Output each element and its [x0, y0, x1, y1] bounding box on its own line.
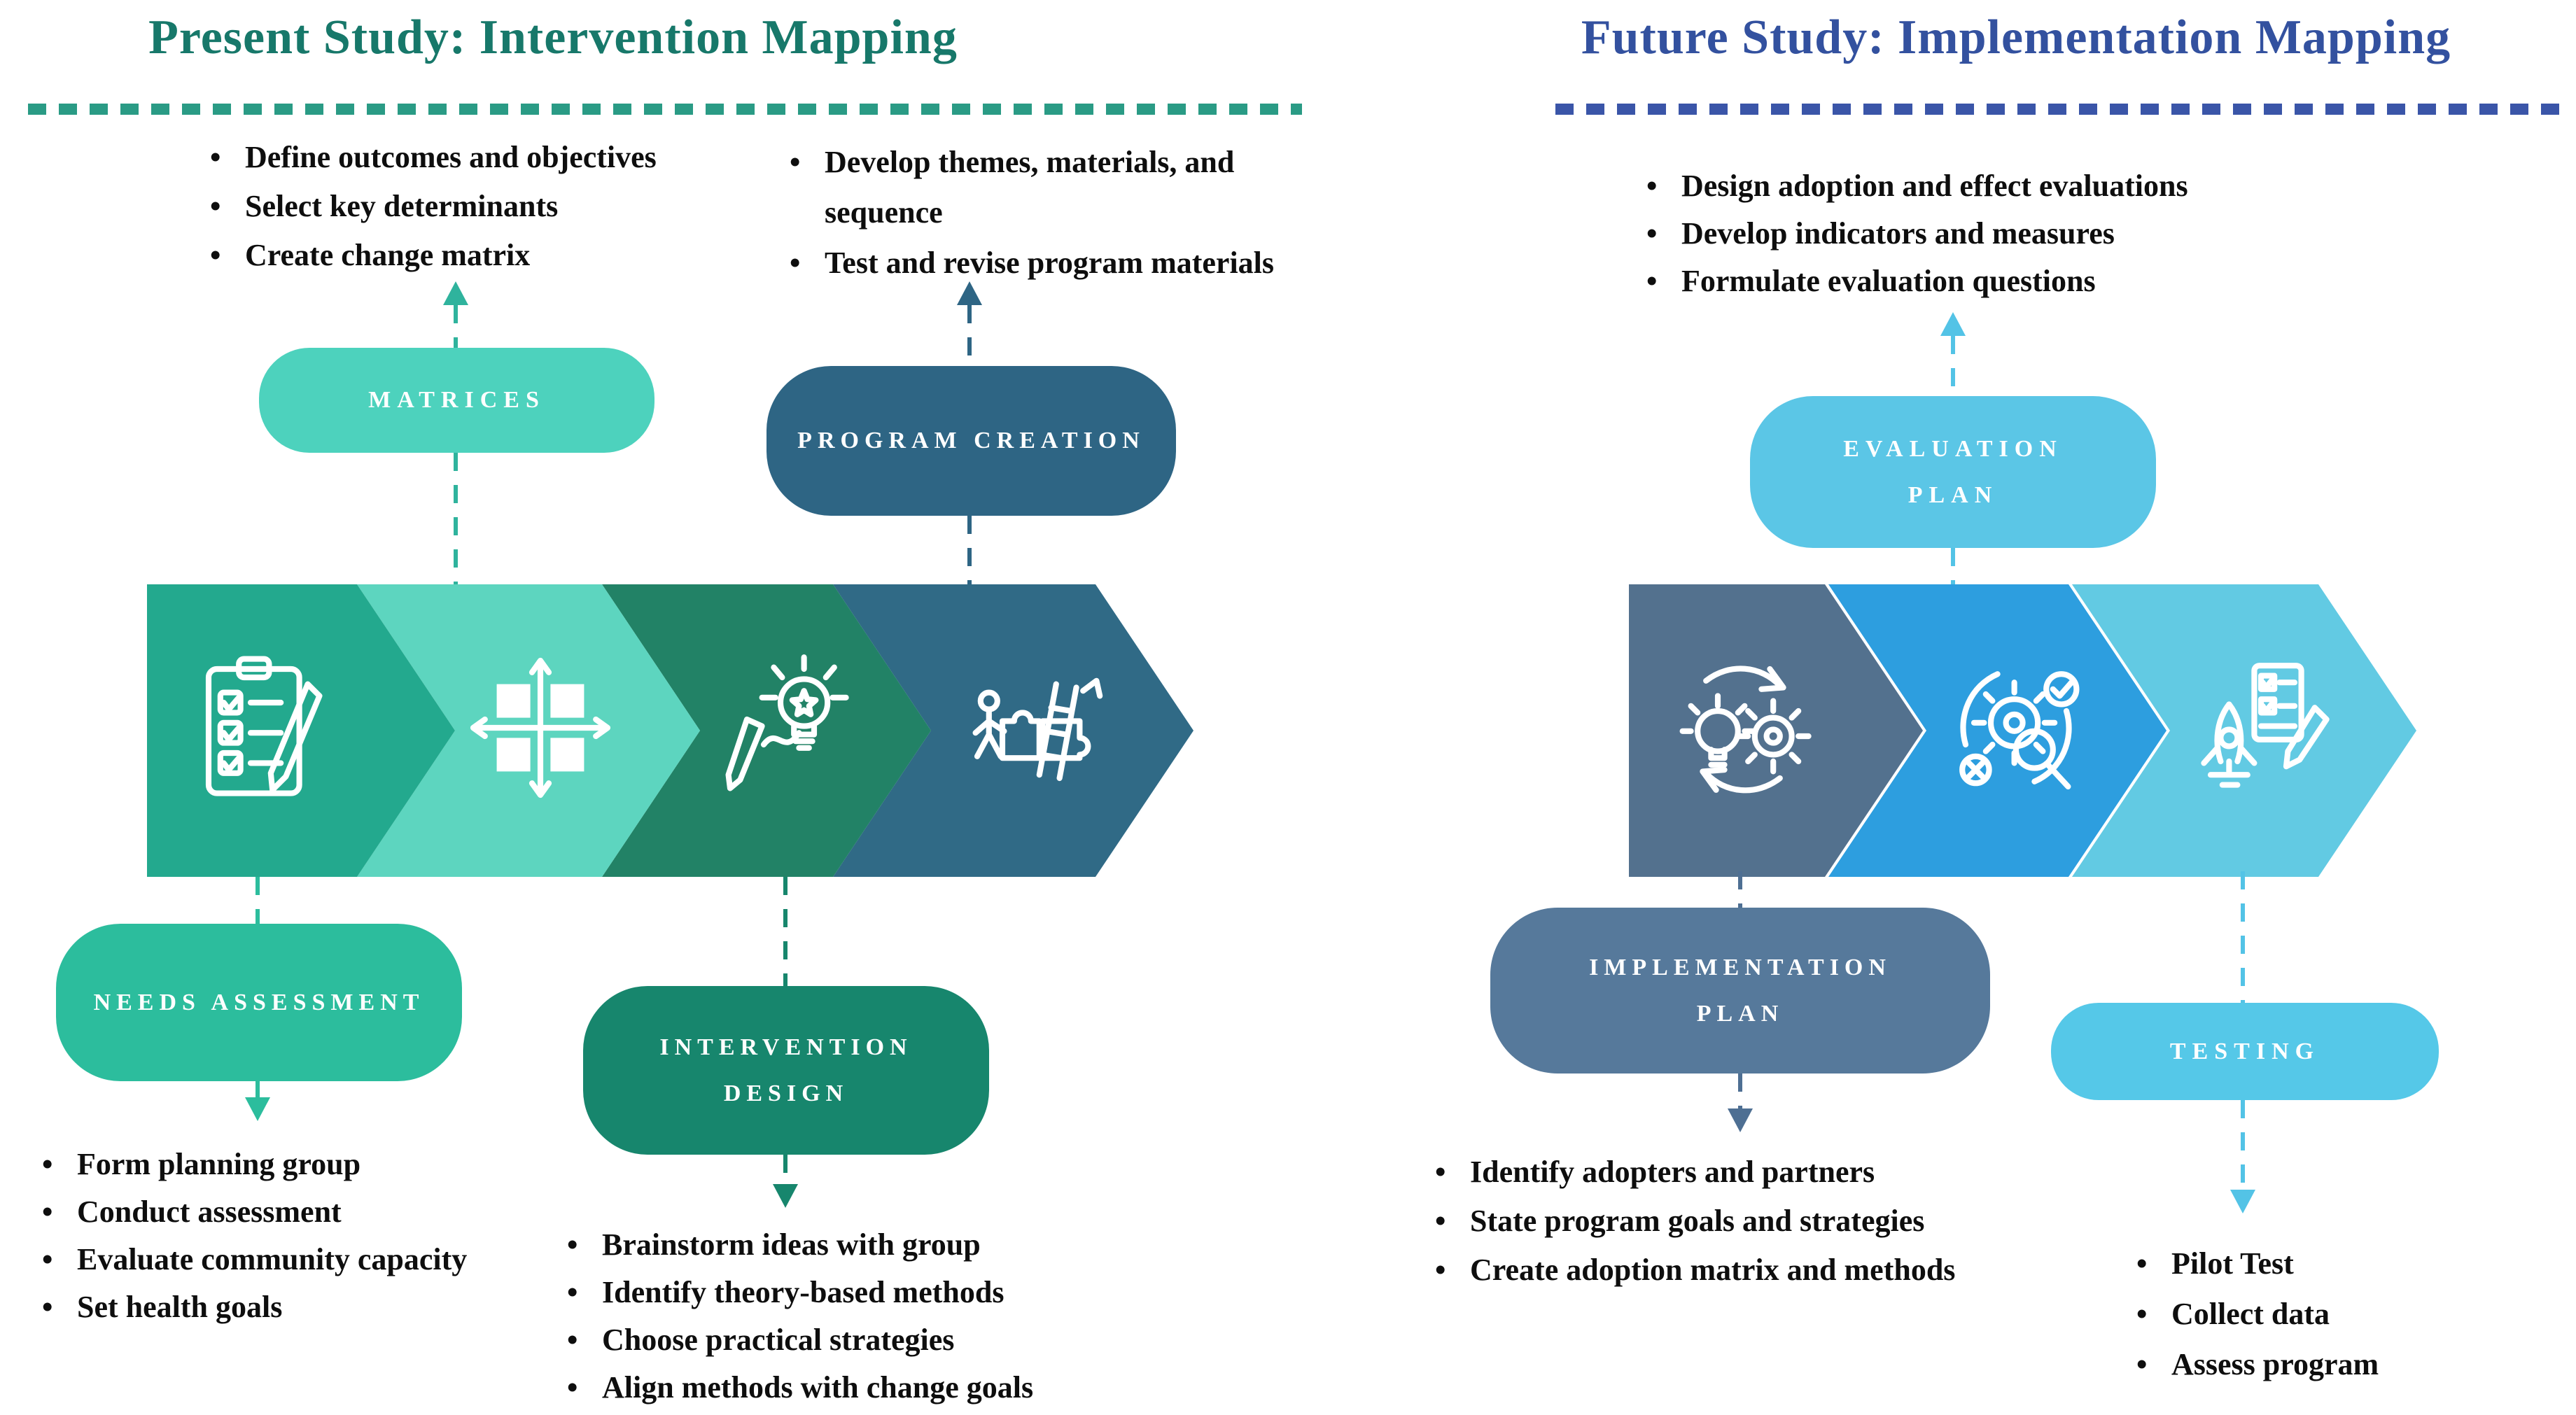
- program-creation-connector-line: [967, 516, 972, 584]
- matrices-connector-line: [454, 305, 458, 348]
- list-item: • Develop indicators and measures: [1646, 210, 2188, 258]
- bullet-icon: [210, 231, 245, 280]
- program-creation-connector-line: [967, 305, 972, 366]
- idea-gear-cycle-icon: [1659, 644, 1827, 812]
- bullet-icon: [1435, 1197, 1470, 1246]
- list-item: • Define outcomes and objectives: [210, 133, 657, 182]
- implementation-plan-pill: IMPLEMENTATION PLAN: [1490, 908, 1990, 1073]
- list-item: • Identify adopters and partners: [1435, 1148, 1955, 1197]
- list-item: • Select key determinants: [210, 182, 657, 231]
- needs-assessment-connector-line: [255, 877, 260, 924]
- arrow-down-icon: [1728, 1108, 1753, 1132]
- needs-assessment-connector-line: [255, 1081, 260, 1097]
- needs-assessment-task-list: [42, 1141, 467, 1331]
- matrices-pill: MATRICES: [259, 348, 654, 453]
- arrow-down-icon: [773, 1184, 798, 1208]
- matrices-connector-line: [454, 453, 458, 584]
- intervention-design-task-list: [567, 1221, 1033, 1412]
- bullet-icon: [567, 1221, 602, 1269]
- evaluation-plan-connector-line: [1951, 548, 1955, 584]
- matrix-grid-arrows-icon: [456, 644, 624, 812]
- list-item: • Choose practical strategies: [567, 1316, 1033, 1364]
- evaluation-plan-connector-line: [1951, 336, 1955, 396]
- list-item: • Identify theory-based methods: [567, 1269, 1033, 1316]
- evaluation-task-list: [1646, 162, 2188, 305]
- testing-pill: TESTING: [2051, 1003, 2439, 1100]
- bullet-icon: [1435, 1246, 1470, 1295]
- list-item: • Assess program: [2136, 1339, 2379, 1390]
- bullet-icon: [1435, 1148, 1470, 1197]
- list-item: • Collect data: [2136, 1289, 2379, 1339]
- bullet-icon: [567, 1364, 602, 1412]
- bullet-icon: [790, 238, 825, 288]
- list-item: • Create change matrix: [210, 231, 657, 280]
- arrow-up-icon: [957, 281, 982, 305]
- gear-search-check-icon: [1932, 644, 2100, 812]
- evaluation-plan-pill: EVALUATION PLAN: [1750, 396, 2156, 548]
- bullet-icon: [42, 1188, 77, 1236]
- bullet-icon: [42, 1283, 77, 1331]
- implementation-task-list: [1435, 1148, 1955, 1295]
- pencil-idea-bulb-icon: [696, 644, 864, 812]
- bullet-icon: [1646, 162, 1681, 210]
- clipboard-checklist-icon: [175, 644, 343, 812]
- arrow-up-icon: [1940, 312, 1966, 336]
- bullet-icon: [2136, 1339, 2171, 1390]
- puzzle-teamwork-icon: [952, 644, 1120, 812]
- implementation-plan-connector-line: [1738, 1073, 1742, 1108]
- intervention-design-pill: INTERVENTION DESIGN: [583, 986, 989, 1155]
- list-item: • Conduct assessment: [42, 1188, 467, 1236]
- arrow-down-icon: [2230, 1190, 2255, 1213]
- testing-task-list: [2136, 1239, 2379, 1390]
- bullet-icon: [210, 133, 245, 182]
- rocket-checklist-icon: [2177, 644, 2345, 812]
- bullet-icon: [567, 1316, 602, 1364]
- program-creation-task-list: [790, 137, 1274, 288]
- list-item: • Test and revise program materials: [790, 238, 1274, 288]
- list-item: • Set health goals: [42, 1283, 467, 1331]
- testing-connector-line: [2241, 1100, 2245, 1190]
- list-item: • Develop themes, materials, and sequence: [790, 137, 1274, 238]
- list-item: • Formulate evaluation questions: [1646, 258, 2188, 305]
- bullet-icon: [1646, 258, 1681, 305]
- program-creation-pill: PROGRAM CREATION: [766, 366, 1176, 516]
- bullet-icon: [210, 182, 245, 231]
- right-panel-title: Future Study: Implementation Mapping: [1581, 10, 2451, 64]
- arrow-up-icon: [443, 281, 468, 305]
- bullet-icon: [42, 1141, 77, 1188]
- bullet-icon: [2136, 1289, 2171, 1339]
- list-item: • Evaluate community capacity: [42, 1236, 467, 1283]
- bullet-icon: [42, 1236, 77, 1283]
- bullet-icon: [2136, 1239, 2171, 1289]
- intervention-design-connector-line: [783, 1155, 788, 1184]
- list-item: • Form planning group: [42, 1141, 467, 1188]
- needs-assessment-pill: NEEDS ASSESSMENT: [56, 924, 462, 1081]
- list-item: • Brainstorm ideas with group: [567, 1221, 1033, 1269]
- arrow-down-icon: [245, 1097, 270, 1121]
- intervention-design-connector-line: [783, 877, 788, 986]
- list-item: • Align methods with change goals: [567, 1364, 1033, 1412]
- matrices-task-list: [210, 133, 657, 280]
- right-title-dashed-underline: [1555, 104, 2563, 115]
- implementation-plan-connector-line: [1738, 871, 1742, 908]
- list-item: • Pilot Test: [2136, 1239, 2379, 1289]
- list-item: • Create adoption matrix and methods: [1435, 1246, 1955, 1295]
- list-item: • Design adoption and effect evaluations: [1646, 162, 2188, 210]
- testing-connector-line: [2241, 871, 2245, 1003]
- left-panel-title: Present Study: Intervention Mapping: [148, 10, 958, 64]
- bullet-icon: [567, 1269, 602, 1316]
- bullet-icon: [1646, 210, 1681, 258]
- left-title-dashed-underline: [28, 104, 1302, 115]
- bullet-icon: [790, 137, 825, 188]
- list-item: • State program goals and strategies: [1435, 1197, 1955, 1246]
